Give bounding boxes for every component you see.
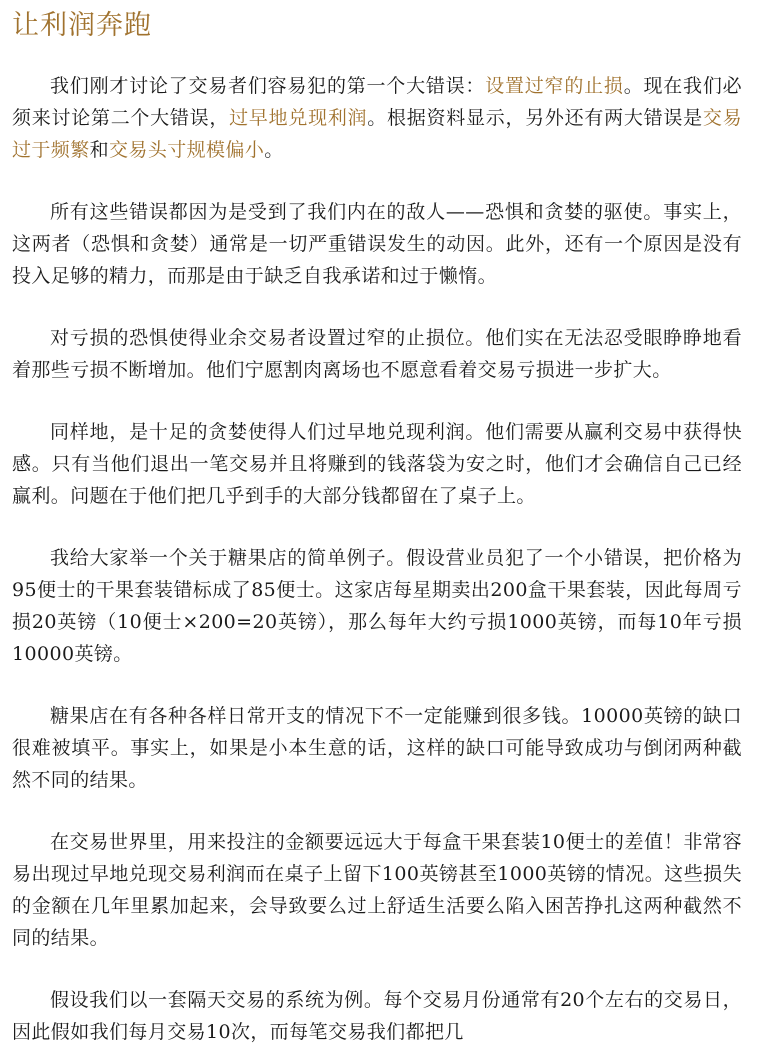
paragraph-6: 糖果店在有各种各样日常开支的情况下不一定能赚到很多钱。10000英镑的缺口很难被填平。事实上，如果是小本生意的话，这样的缺口可能导致成功与倒闭两种截然不同的结果。	[12, 705, 742, 791]
paragraph-1	[12, 70, 742, 166]
spacer	[12, 954, 742, 984]
highlight-overtrading: 交易过于频繁	[12, 107, 742, 161]
p1-text-1: 我们刚才讨论了交易者们容易犯的第一个大错误：	[50, 75, 486, 97]
spacer	[12, 796, 742, 826]
paragraph-7: 在交易世界里，用来投注的金额要远远大于每盒干果套装10便士的差值！非常容易出现过早地兑现交易利润而在桌子上留下100英镑甚至1000英镑的情况。这些损失的金额在几年里累加起来，会导致要么过上舒适生活要么陷入困苦挣扎这两种截然不同的结果。	[12, 831, 742, 949]
spacer	[12, 46, 742, 70]
spacer	[12, 512, 742, 542]
spacer	[12, 166, 742, 196]
highlight-small-position: 交易头寸规模偏小	[109, 139, 265, 161]
paragraph-8: 假设我们以一套隔天交易的系统为例。每个交易月份通常有20个左右的交易日，因此假如我们每月交易10次，而每笔交易我们都把几	[12, 989, 742, 1043]
paragraph-4: 同样地，是十足的贪婪使得人们过早地兑现利润。他们需要从赢利交易中获得快感。只有当他们退出一笔交易并且将赚到的钱落袋为安之时，他们才会确信自己已经赢利。问题在于他们把几乎到手的大部分钱都留在了桌子上。	[12, 421, 742, 507]
p1-text-2: 。现在我们必须来讨论第二个大错误，	[12, 75, 742, 129]
highlight-narrow-stop: 设置过窄的止损	[485, 75, 624, 97]
paragraph-3: 对亏损的恐惧使得业余交易者设置过窄的止损位。他们实在无法忍受眼睁睁地看着那些亏损不断增加。他们宁愿割肉离场也不愿意看着交易亏损进一步扩大。	[12, 327, 742, 381]
chapter-title: 让利润奔跑	[12, 10, 152, 41]
document-page	[12, 6, 742, 1048]
spacer	[12, 292, 742, 322]
paragraph-2: 所有这些错误都因为是受到了我们内在的敌人——恐惧和贪婪的驱使。事实上，这两者（恐惧和贪婪）通常是一切严重错误发生的动因。此外，还有一个原因是没有投入足够的精力，而那是由于缺乏自我承诺和过于懒惰。	[12, 201, 742, 287]
p1-text-4: 和	[89, 139, 110, 161]
spacer	[12, 670, 742, 700]
spacer	[12, 386, 742, 416]
p1-text-5: 。	[264, 139, 284, 161]
highlight-early-profit: 过早地兑现利润	[229, 107, 368, 129]
p1-text-3: 。根据资料显示，另外还有两大错误是	[367, 107, 703, 129]
paragraph-5: 我给大家举一个关于糖果店的简单例子。假设营业员犯了一个小错误，把价格为95便士的干果套装错标成了85便士。这家店每星期卖出200盒干果套装，因此每周亏损20英镑（10便士×200=20英镑），那么每年大约亏损1000英镑，而每10年亏损10000英镑。	[12, 547, 742, 665]
